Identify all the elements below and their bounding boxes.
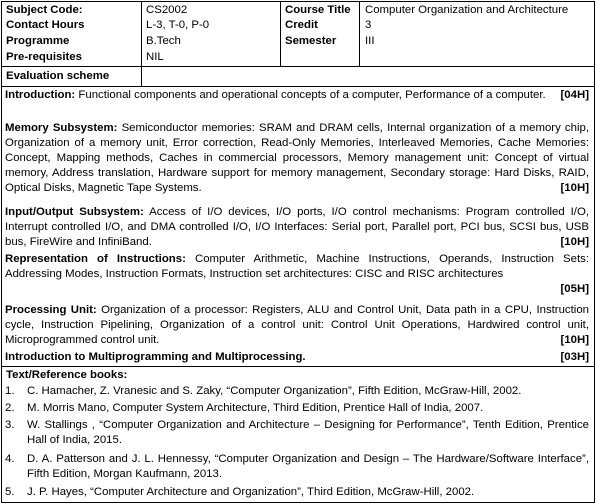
unit-body: Organization of a processor: Registers, ALU and Control Unit, Data path in a CPU, Instruction cycle, Instruction Pipelining, Organization of a control unit: Control Unit Operations, Hardwired control unit, Microprogrammed control unit. <box>5 304 589 346</box>
reference-text: C. Hamacher, Z. Vranesic and S. Zaky, “Computer Organization”, Fifth Edition, McGraw-Hill, 2002. <box>27 385 522 397</box>
unit-title: Introduction: <box>5 89 76 101</box>
header-col-divider-3 <box>359 1 360 66</box>
subject-code-label: Subject Code: <box>6 4 83 16</box>
reference-item <box>5 384 589 399</box>
unit-body: Functional components and operational concepts of a computer, Performance of a computer. <box>75 89 546 101</box>
unit-hours: [04H] <box>560 89 589 101</box>
header-divider <box>1 66 595 67</box>
units-divider <box>1 366 595 367</box>
reference-number: 2. <box>5 402 15 414</box>
evaluation-scheme-label: Evaluation scheme <box>6 70 110 82</box>
unit-representation-of-instructions <box>5 252 589 297</box>
table-border-left <box>1 1 2 503</box>
semester-label: Semester <box>285 35 337 47</box>
reference-text: M. Morris Mano, Computer System Architecture, Third Edition, Prentice Hall of India, 2007. <box>27 402 484 414</box>
reference-item <box>5 452 589 482</box>
unit-hours: [10H] <box>560 334 589 346</box>
unit-io-subsystem <box>5 205 589 250</box>
programme-value: B.Tech <box>146 35 181 47</box>
reference-text: D. A. Patterson and J. L. Hennessy, “Computer Organization and Design – The Hardware/Software Interface”, Fifth Edition, Morgan Kaufmann, 2013. <box>27 453 589 480</box>
unit-multiprogramming <box>5 350 589 365</box>
table-border-right <box>594 1 595 503</box>
reference-text: J. P. Hayes, “Computer Architecture and Organization”, Third Edition, McGraw-Hill, 2002. <box>27 486 475 498</box>
header-col-divider-1 <box>141 1 142 87</box>
unit-body: Access of I/O devices, I/O ports, I/O control mechanisms: Program controlled I/O, Interrupt controlled I/O, and DMA controlled I/O, I/O Interfaces: Serial port, Parallel port, PCI bus, SCSI bus, USB bus, FireWire and InfiniBand. <box>5 206 589 248</box>
unit-title: Introduction to Multiprogramming and Multiprocessing. <box>5 351 306 363</box>
references-title: Text/Reference books: <box>6 369 128 381</box>
prereq-value: NIL <box>146 51 164 63</box>
course-title-value: Computer Organization and Architecture <box>365 4 569 16</box>
evaluation-divider <box>1 86 595 87</box>
unit-hours: [10H] <box>560 182 589 194</box>
unit-processing-unit <box>5 303 589 348</box>
contact-hours-value: L-3, T-0, P-0 <box>146 19 210 31</box>
unit-title: Input/Output Subsystem: <box>5 206 144 218</box>
unit-title: Memory Subsystem: <box>5 122 118 134</box>
reference-item <box>5 401 589 416</box>
unit-hours: [03H] <box>560 351 589 363</box>
reference-number: 1. <box>5 385 15 397</box>
unit-hours: [10H] <box>560 236 589 248</box>
reference-item <box>5 485 589 500</box>
header-col-divider-2 <box>280 1 281 66</box>
table-border-top <box>1 1 595 2</box>
credit-label: Credit <box>285 19 318 31</box>
table-border-bottom <box>1 502 595 503</box>
reference-number: 4. <box>5 453 15 465</box>
unit-memory-subsystem <box>5 121 589 196</box>
prereq-label: Pre-requisites <box>6 51 82 63</box>
semester-value: III <box>365 35 375 47</box>
unit-body: Semiconductor memories: SRAM and DRAM cells, Internal organization of a memory chip, Organization of a memory unit, Error correction, Read-Only Memories, Interleaved Memories, Cache Memories: Concept, Mapping methods, Caches in commercial processors, Memory management unit: Concept of virtual memory, Address translation, Hardware support for memory management, Secondary storage: Hard Disks, RAID, Optical Disks, Magnetic Tape Systems. <box>5 122 589 194</box>
unit-body: Computer Arithmetic, Machine Instructions, Operands, Instruction Sets: Addressing Modes, Instruction Formats, Instruction set architectures: CISC and RISC architectures <box>5 253 589 280</box>
unit-hours: [05H] <box>560 283 589 295</box>
contact-hours-label: Contact Hours <box>6 19 85 31</box>
reference-item <box>5 418 589 448</box>
unit-title: Representation of Instructions: <box>5 253 186 265</box>
unit-introduction <box>5 88 589 103</box>
reference-number: 3. <box>5 419 15 431</box>
course-title-label: Course Title <box>285 4 351 16</box>
unit-title: Processing Unit: <box>5 304 97 316</box>
programme-label: Programme <box>6 35 70 47</box>
credit-value: 3 <box>365 19 372 31</box>
reference-text: W. Stallings , “Computer Organization and Architecture – Designing for Performance”, Tenth Edition, Prentice Hall of India, 2015. <box>27 419 589 446</box>
subject-code-value: CS2002 <box>146 4 188 16</box>
reference-number: 5. <box>5 486 15 498</box>
